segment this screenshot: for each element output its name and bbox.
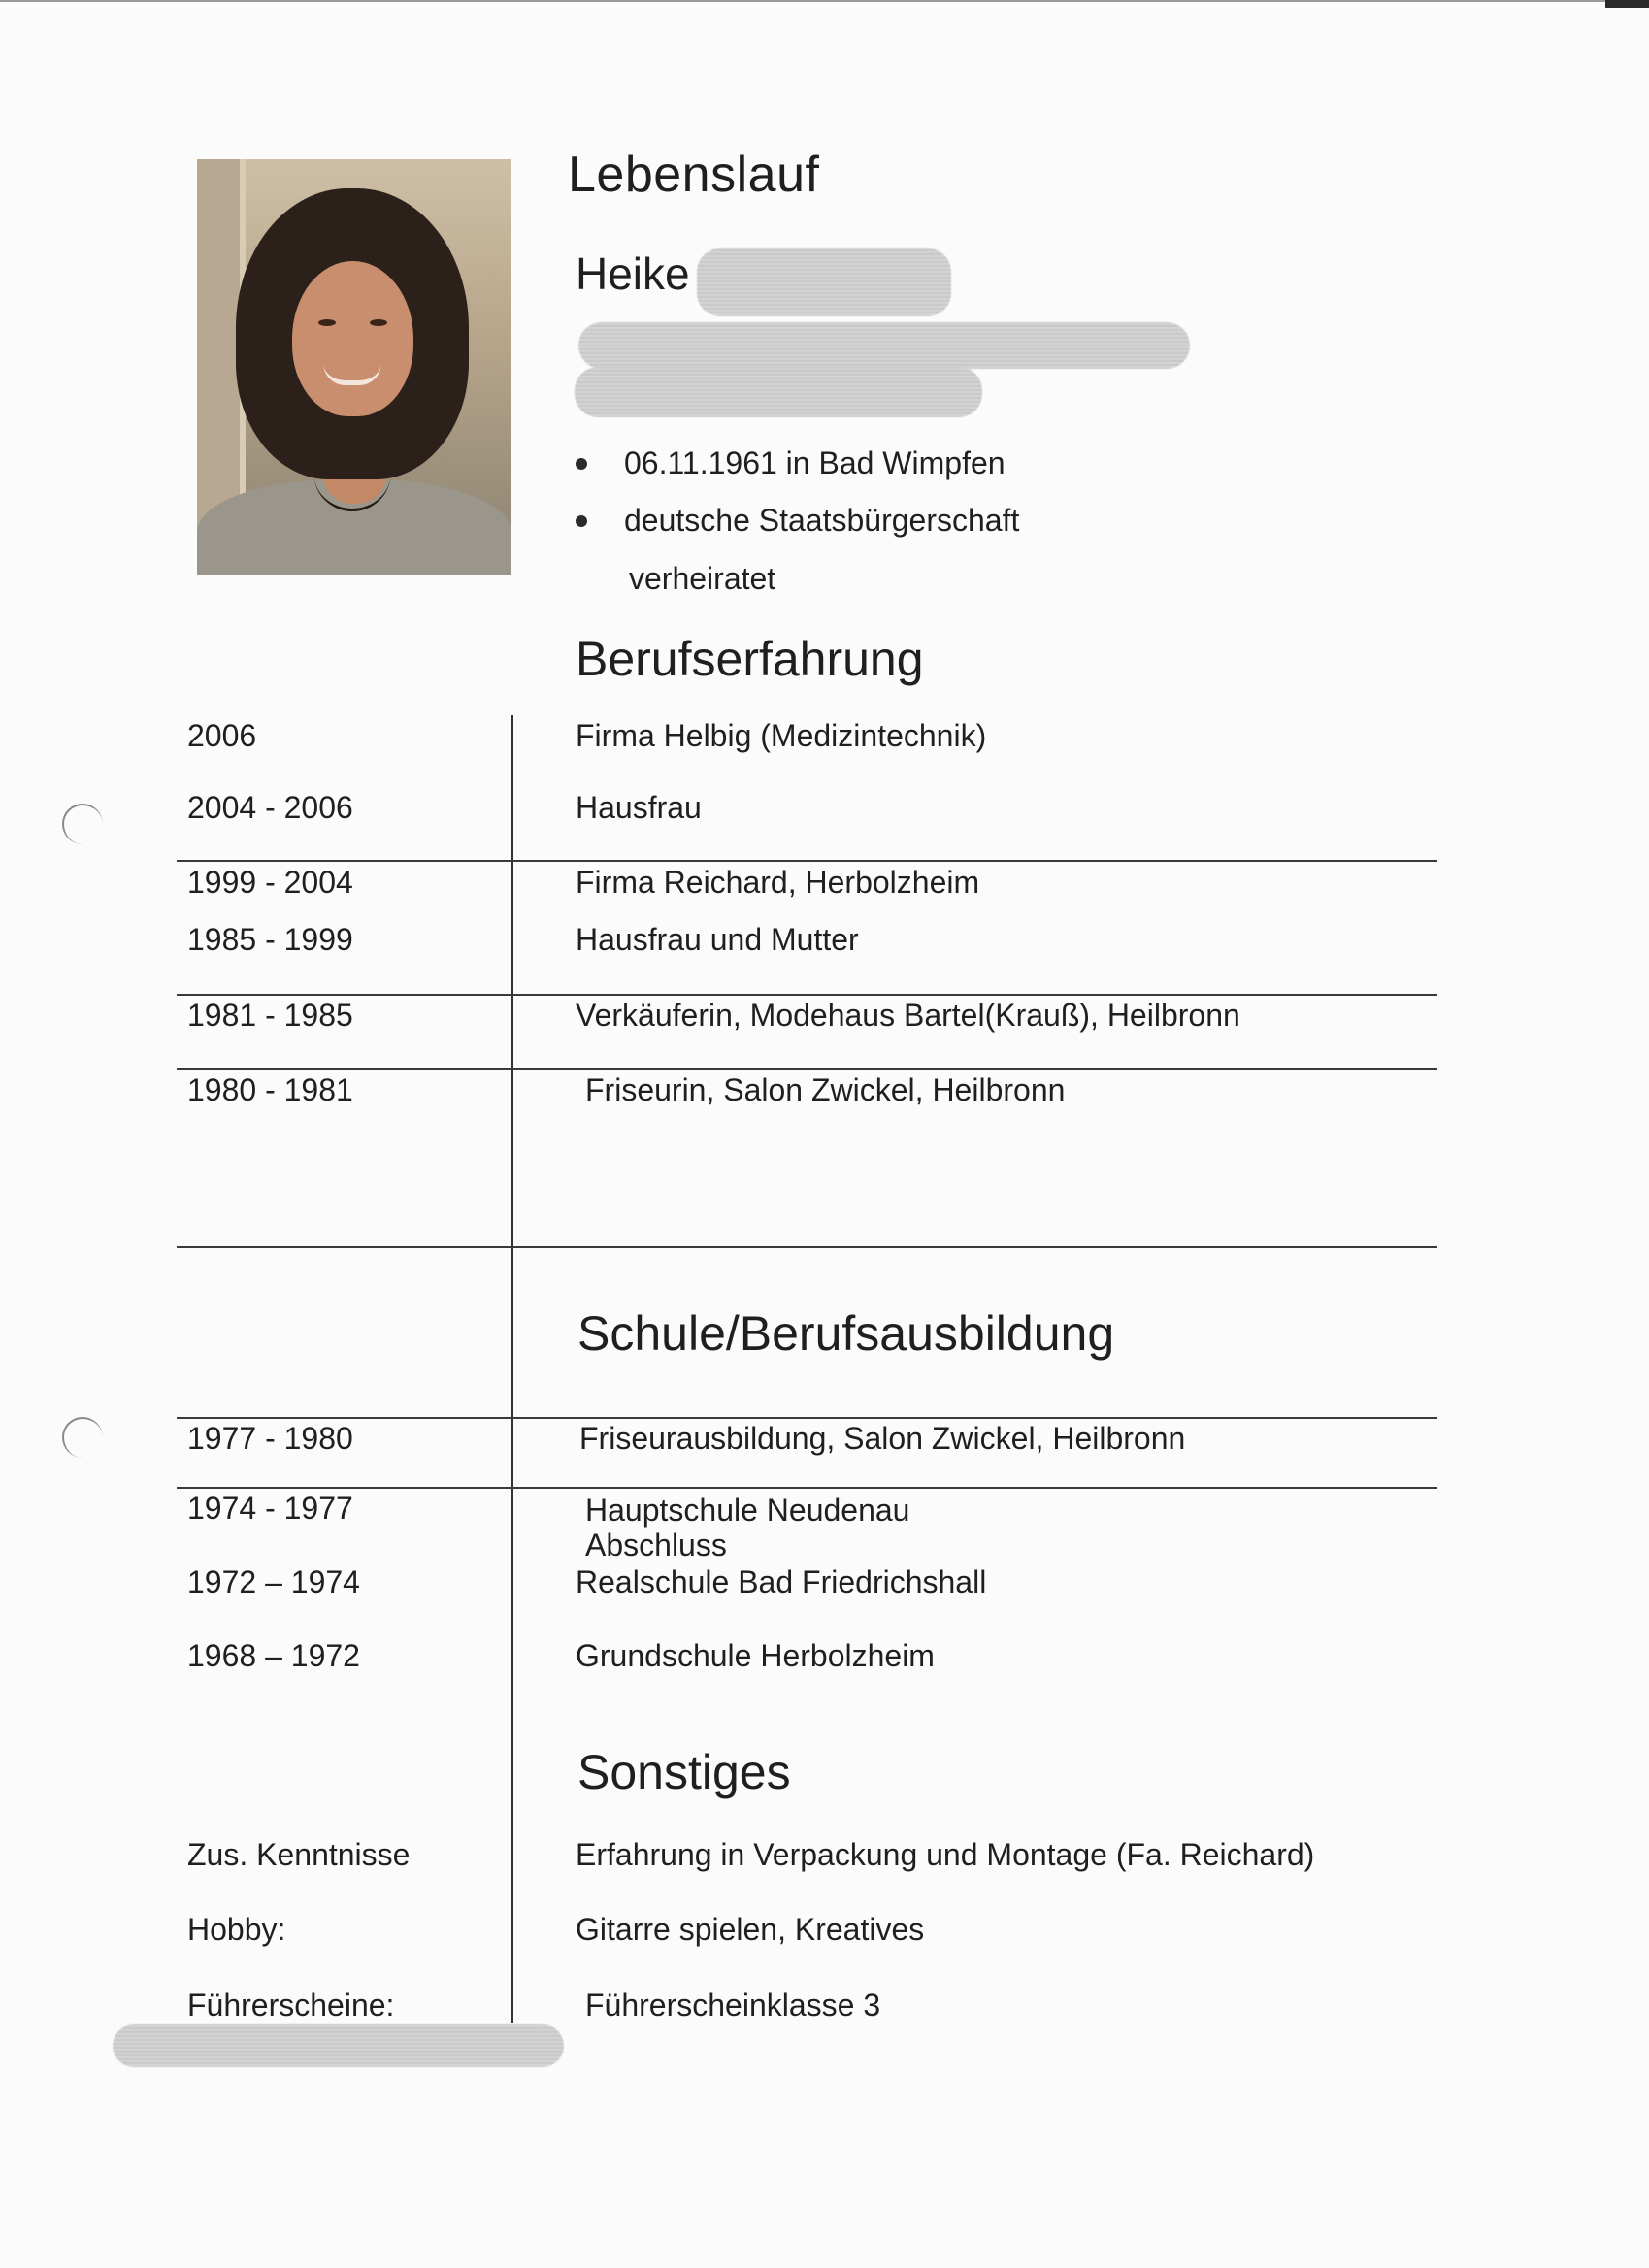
- years-label: 2004 - 2006: [187, 790, 353, 825]
- school-entry: Grundschule Herbolzheim: [576, 1638, 935, 1673]
- school-entry-detail: Abschluss: [585, 1528, 727, 1562]
- marital-status: verheiratet: [629, 561, 776, 596]
- redacted-contact: [575, 367, 982, 417]
- punch-hole-mark: [62, 804, 103, 844]
- years-label: 1968 – 1972: [187, 1638, 360, 1673]
- redacted-address: [578, 322, 1190, 369]
- bullet-icon: [576, 515, 587, 527]
- job-entry: Hausfrau und Mutter: [576, 922, 859, 957]
- other-entry: Führerscheinklasse 3: [585, 1988, 881, 2022]
- job-entry: Firma Helbig (Medizintechnik): [576, 718, 987, 753]
- bullet-icon: [576, 458, 587, 470]
- job-entry: Friseurin, Salon Zwickel, Heilbronn: [585, 1072, 1066, 1107]
- years-label: 1999 - 2004: [187, 865, 353, 900]
- page-title: Lebenslauf: [568, 147, 820, 203]
- other-entry: Gitarre spielen, Kreatives: [576, 1912, 925, 1947]
- personal-details: [568, 442, 1019, 556]
- years-label: 1972 – 1974: [187, 1564, 360, 1599]
- column-divider: [511, 715, 513, 2023]
- section-heading-schule: Schule/Berufsausbildung: [577, 1306, 1115, 1361]
- punch-hole-mark: [62, 1417, 103, 1458]
- citizenship-info: deutsche Staatsbürgerschaft: [568, 499, 1019, 556]
- years-label: 1985 - 1999: [187, 922, 353, 957]
- school-entry: Realschule Bad Friedrichshall: [576, 1564, 987, 1599]
- job-entry: Firma Reichard, Herbolzheim: [576, 865, 980, 900]
- scan-corner-mark: [1605, 0, 1649, 8]
- other-label: Führerscheine:: [187, 1988, 395, 2022]
- school-entry: Hauptschule Neudenau: [585, 1493, 910, 1528]
- years-label: 1977 - 1980: [187, 1421, 353, 1456]
- job-entry: Hausfrau: [576, 790, 702, 825]
- row-divider: [177, 860, 1437, 862]
- years-label: 1974 - 1977: [187, 1491, 353, 1526]
- portrait-photo: [197, 159, 511, 575]
- other-entry: Erfahrung in Verpackung und Montage (Fa. Reichard): [576, 1837, 1315, 1872]
- section-heading-berufserfahrung: Berufserfahrung: [576, 632, 924, 686]
- years-label: 1980 - 1981: [187, 1072, 353, 1107]
- redacted-surname: [697, 248, 951, 316]
- row-divider: [177, 1246, 1437, 1248]
- scan-top-edge: [0, 0, 1649, 2]
- job-entry: Verkäuferin, Modehaus Bartel(Krauß), Heilbronn: [576, 998, 1240, 1033]
- years-label: 2006: [187, 718, 257, 753]
- redacted-signature: [113, 2024, 564, 2067]
- other-label: Zus. Kenntnisse: [187, 1837, 411, 1872]
- other-label: Hobby:: [187, 1912, 286, 1947]
- section-heading-sonstiges: Sonstiges: [577, 1745, 791, 1799]
- years-label: 1981 - 1985: [187, 998, 353, 1033]
- school-entry: Friseurausbildung, Salon Zwickel, Heilbronn: [579, 1421, 1186, 1456]
- first-name: Heike: [576, 248, 690, 299]
- row-divider: [177, 1487, 1437, 1489]
- birth-info: 06.11.1961 in Bad Wimpfen: [568, 442, 1019, 499]
